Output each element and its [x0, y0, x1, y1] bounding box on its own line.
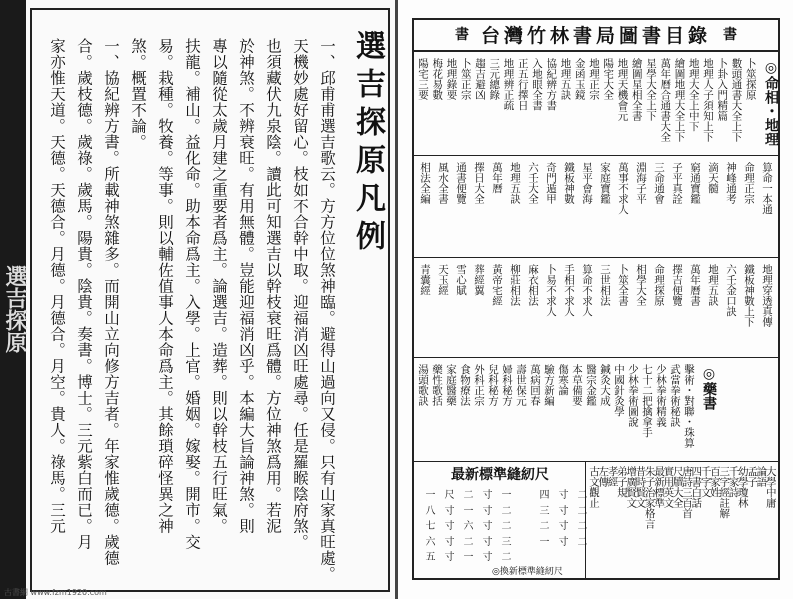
catalog-book-title: 少林拳術精義: [655, 364, 667, 427]
catalog-book-title: 醫宗金鑑: [585, 364, 597, 406]
catalog-book-title: 百家姓: [708, 466, 721, 498]
catalog-book-title: 孟子: [746, 466, 759, 487]
ruler-cell: 五: [425, 552, 436, 563]
catalog-book-title: 中國針灸學: [613, 364, 625, 417]
catalog-book-title: 葬經翼: [473, 264, 485, 296]
catalog-book-title: 大學中庸: [764, 466, 777, 508]
ruler-cell: 寸: [558, 536, 569, 548]
catalog-book-title: 尺牘大全: [671, 466, 684, 508]
catalog-book-title: 擇日大全: [473, 162, 485, 204]
catalog-book-title: 相法全編: [419, 162, 431, 204]
ruler-cell: 三: [501, 536, 512, 548]
catalog-book-title: 麻衣相法: [527, 264, 539, 306]
frame-line-right: [388, 8, 390, 592]
catalog-book-title: 萬年曆合通書大全: [659, 58, 672, 142]
catalog-book-title: 孝經: [606, 466, 619, 487]
catalog-book-title: 滴天髓: [707, 162, 719, 194]
catalog-book-title: 金函玉鏡: [573, 58, 586, 100]
ruler-cell: 寸: [482, 552, 493, 563]
catalog-book-title: 梅花易數: [431, 58, 444, 100]
ruler-cell: 一: [463, 505, 474, 517]
catalog-book-title: 地理錄要: [445, 58, 458, 100]
catalog-book-title: 數頭通書大全上下: [730, 58, 743, 142]
catalog-book-title: 四書白話: [690, 466, 703, 508]
catalog-book-title: 地理大全上中下: [687, 58, 700, 132]
catalog-book-title: 地理正宗: [588, 58, 600, 100]
ruler-cell: [576, 550, 589, 566]
catalog-book-title: 千家詩: [727, 466, 740, 498]
ruler-cell: 一: [463, 552, 474, 563]
left-page: [0, 0, 395, 599]
catalog-book-title: 論語: [755, 466, 768, 487]
catalog-book-title: 正五行擇日: [516, 58, 529, 111]
catalog-book-title: 卜卦入門精篇: [716, 58, 729, 121]
ruler-cell: 寸: [444, 505, 455, 517]
ruler-row: [424, 488, 589, 504]
catalog-book-title: 算命一本通: [761, 162, 773, 215]
ruler-cell: [519, 519, 532, 535]
ruler-cell: [519, 504, 532, 520]
catalog-book-title: 本草備要: [571, 364, 583, 406]
catalog-book-title: 奇門遁甲: [545, 162, 557, 204]
catalog-book-title: 武當拳術秘訣: [669, 364, 681, 427]
ruler-cell: 寸: [558, 505, 569, 517]
catalog-book-title: 卜易不求人: [545, 264, 557, 317]
body-column: 於神煞。不辨衰旺。有用無體。豈能迎福消凶乎。本編大旨論神煞。則: [237, 38, 255, 534]
ruler-cell: 六: [425, 536, 436, 548]
ruler-cell: 二: [539, 521, 550, 532]
catalog-book-title: 黃帝宅經: [491, 264, 503, 306]
catalog-book-title: 地理五訣: [509, 162, 521, 204]
source-watermark: 古書網 www.fzm1920.com: [4, 588, 107, 597]
catalog-book-title: 鐵板神數上下: [743, 264, 755, 327]
catalog-book-title: 入地眼全書: [531, 58, 543, 111]
catalog-book-title: 唐詩三百首: [681, 466, 693, 519]
catalog-book-title: 萬事不求人: [617, 162, 629, 215]
catalog-book-title: 少林拳術圖說: [627, 364, 639, 427]
frame-line-top: [30, 8, 390, 10]
ruler-cell: 二: [577, 490, 588, 501]
ruler-cell: 寸: [482, 505, 493, 517]
ruler-cell: 二: [501, 505, 512, 517]
catalog-book-title: 淵海子平: [635, 162, 647, 204]
ruler-cell: 二: [577, 521, 588, 532]
catalog-book-title: 地理穿透真傳: [761, 264, 773, 327]
catalog-book-title: 星學大全上下: [645, 58, 657, 121]
ruler-row: [424, 519, 589, 535]
catalog-book-title: 壽世保元: [515, 364, 527, 406]
body-column: 專以隨從太歲月建之重要者爲主。論選吉。造葬。則以幹枝五行旺氣。: [210, 38, 228, 534]
catalog-book-title: 地理人子須知上下: [702, 58, 714, 142]
ruler-cell: 寸: [482, 536, 493, 548]
ruler-title: 最新標準縫紉尺: [451, 467, 549, 483]
ruler-cell: 二: [463, 536, 474, 548]
catalog-header: [412, 18, 780, 52]
ruler-cell: [519, 488, 532, 504]
frame-line-left: [30, 8, 32, 592]
catalog-book-title: 驗方新編: [543, 364, 555, 406]
body-column: 也須藏伏九泉陰。讀此可知選吉以幹枝衰旺爲體。方位神煞爲用。若泥: [264, 38, 282, 534]
body-column: 一、協紀辨方書。所載神煞雜多。而開山立向修方吉者。年家惟歲德。歲德: [102, 38, 120, 566]
catalog-book-title: 擊術・對聯・珠算: [683, 364, 695, 448]
catalog-book-title: 六壬金口訣: [725, 264, 737, 317]
catalog-book-title: 陽宅三要: [417, 58, 429, 100]
ruler-cell: 寸: [558, 490, 569, 501]
catalog-book-title: 千字文: [699, 466, 712, 498]
ruler-cell: 四: [539, 490, 550, 501]
ruler-cell: 寸: [482, 490, 493, 501]
catalog-book-title: 實用英文: [662, 466, 675, 508]
body-column: 合。歲枝德。歲祿。歲馬。陽貴。陰貴。奏書。博士。三元紫白而已。月: [75, 38, 93, 550]
catalog-book-title: 昔時賢文: [634, 466, 647, 508]
ruler-cell: 一: [539, 536, 550, 548]
catalog-book-title: 地理五訣: [559, 58, 572, 100]
catalog-book-title: 地理五訣: [707, 264, 719, 306]
catalog-book-title: 擇吉便覽: [671, 264, 683, 306]
catalog-book-title: 萬病回春: [529, 364, 541, 406]
catalog-book-title: 神峰通考: [725, 162, 737, 204]
catalog-book-title: 趨吉避凶: [474, 58, 486, 100]
catalog-book-title: 鍼灸大成: [599, 364, 611, 406]
ruler-cell: 寸: [444, 552, 455, 563]
catalog-book-title: 三字經註解: [718, 466, 731, 519]
catalog-title: 台灣竹林書局圖書目錄: [480, 24, 711, 47]
catalog-book-title: 鐵板神數: [563, 162, 575, 204]
catalog-book-title: 命理正宗: [743, 162, 755, 204]
catalog-book-title: 最新標準: [653, 466, 666, 508]
catalog-book-title: 外科正宗: [473, 364, 485, 406]
catalog-book-title: 繪圖星相全書: [630, 58, 643, 121]
catalog-book-title: 算命不求人: [581, 264, 593, 317]
section-title-medicine: ◎藥書: [701, 366, 717, 410]
catalog-book-title: 家庭寶鑑: [599, 162, 611, 204]
ruler-cell: 一: [501, 490, 512, 501]
ruler-cell: 八: [425, 505, 436, 517]
body-column: 一、邱甫甫選吉歌云。方方位位煞神臨。避得山過向又侵。只有山家真旺處。: [318, 38, 336, 582]
catalog-book-title: 弟子規: [615, 466, 628, 498]
catalog-book-title: 風水全書: [437, 162, 449, 204]
catalog-book-title: 三元總錄: [488, 58, 501, 100]
ruler-cell: 尺: [444, 490, 455, 501]
catalog-book-title: 星平會海: [581, 162, 593, 204]
catalog-book-title: 通書便覽: [455, 162, 467, 204]
ruler-cell: 二: [463, 490, 474, 501]
body-column: 家亦惟天道。天德。天德合。月德。月德合。月空。貴人。祿馬。三元: [48, 38, 66, 534]
publisher-logo-right: 書: [723, 27, 737, 43]
catalog-book-title: 增廣賢文: [625, 466, 638, 508]
catalog-book-title: 手相不求人: [563, 264, 575, 317]
ruler-cell: 三: [539, 505, 550, 517]
ruler-cell: 二: [577, 505, 588, 517]
body-column: 煞。概置不論。: [129, 38, 147, 150]
catalog-book-title: 地理辨正疏: [502, 58, 515, 111]
catalog-book-title: 協紀辨方書: [545, 58, 558, 111]
catalog-book-title: 柳莊相法: [509, 264, 521, 306]
catalog-book-title: 命理探原: [653, 264, 665, 306]
catalog-book-title: 藥性歌括: [431, 364, 443, 406]
ruler-cell: 寸: [482, 521, 493, 532]
ruler-cell: 寸: [444, 521, 455, 532]
book-spine: 選吉探原: [0, 0, 26, 599]
catalog-book-title: 雪心賦: [455, 264, 467, 296]
catalog-book-title: 食物療法: [459, 364, 471, 406]
catalog-book-title: 天玉經: [437, 264, 449, 296]
catalog-book-title: 六壬大全: [527, 162, 539, 204]
catalog-book-title: 幼學瓊林: [736, 466, 749, 508]
ruler-note: ◎換新標準縫紉尺: [492, 567, 563, 577]
catalog-book-title: 卜筮全書: [617, 264, 629, 306]
catalog-book-title: 窮通寶鑑: [689, 162, 701, 204]
catalog-book-title: 兒科秘方: [487, 364, 499, 406]
ruler-cell: 一: [425, 490, 436, 501]
catalog-book-title: 三世相法: [599, 264, 611, 306]
body-column: 易。栽種。牧養。等事。則以輔佐值事人本命爲主。其餘瑣碎怪異之神: [156, 38, 174, 534]
body-column: 扶龍。補山。益化命。助本命爲主。入學。上官。婚姻。嫁娶。開市。交: [183, 38, 201, 550]
catalog-book-title: 陽宅大全: [602, 58, 615, 100]
ruler-cell: 七: [425, 521, 436, 532]
page-title: 選吉探原凡例: [350, 30, 385, 258]
publisher-logo-left: 書: [454, 27, 469, 43]
catalog-book-title: 卜筮探原: [744, 58, 757, 100]
catalog-book-title: 萬年曆: [491, 162, 503, 194]
catalog-book-title: 青囊經: [419, 264, 431, 296]
ruler-cell: 六: [463, 521, 474, 532]
section-title-fortune: ◎命相・地理: [763, 60, 779, 146]
ruler-cell: 寸: [444, 536, 455, 548]
ruler-cell: 二: [501, 521, 512, 532]
ruler-cell: 寸: [558, 521, 569, 532]
catalog-book-title: 三命通會: [653, 162, 665, 204]
catalog-book-title: 相學大全: [635, 264, 647, 306]
catalog-book-title: 朱子治家格言: [643, 466, 656, 529]
ruler-row: [424, 535, 589, 551]
ruler-grid: [424, 488, 589, 566]
ruler-row: [424, 504, 589, 520]
catalog-book-title: 古文觀止: [588, 466, 600, 508]
body-column: 天機妙處好留心。枝如不合幹中取。迎福消凶旺處尋。任是羅睺陰府煞。: [291, 38, 309, 550]
catalog-book-title: 七十二把擒拿手: [641, 364, 653, 438]
catalog-book-title: 婦科秘方: [501, 364, 513, 406]
catalog-book-title: 卜筮正宗: [459, 58, 472, 100]
catalog-book-title: 萬年曆書: [689, 264, 701, 306]
sewing-ruler-box: [414, 462, 586, 578]
catalog-book-title: 繪圖地理大全上下: [673, 58, 686, 142]
catalog-book-title: 左傳: [597, 466, 610, 487]
catalog-book-title: 地理天機會元: [616, 58, 629, 121]
catalog-book-title: 湯頭歌訣: [417, 364, 429, 406]
catalog-book-title: 子平真詮: [671, 162, 683, 204]
ruler-cell: [519, 535, 532, 551]
ruler-cell: 二: [501, 552, 512, 563]
catalog-book-title: 傷寒論: [557, 364, 569, 396]
ruler-cell: 二: [577, 536, 588, 548]
catalog-book-title: 家庭醫藥: [445, 364, 457, 406]
